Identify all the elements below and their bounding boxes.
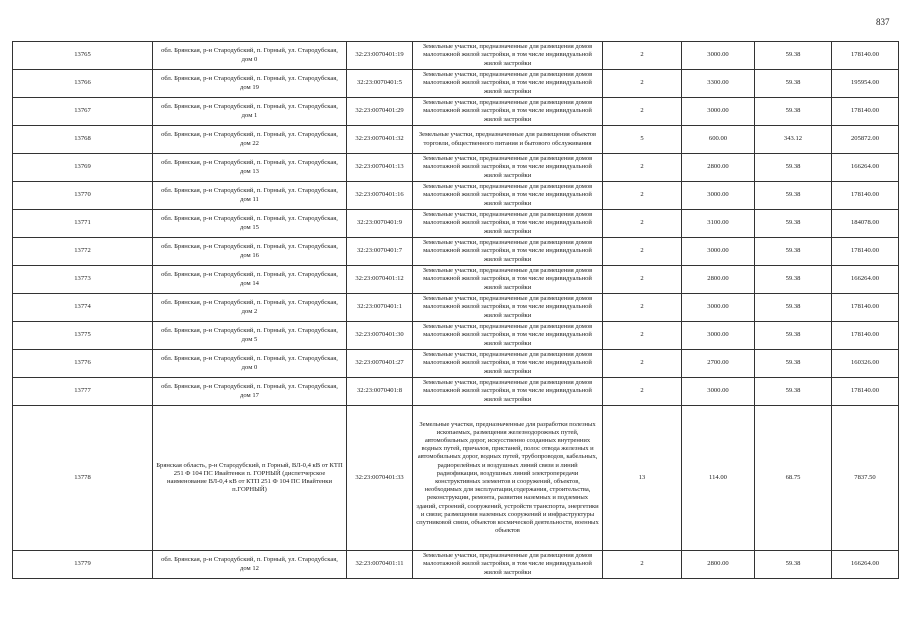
cadastral-number-cell: 32:23:0070401:11 [347, 551, 413, 579]
registry-body [13, 42, 899, 579]
cadastral-value-cell: 178140.00 [832, 42, 899, 70]
use-group-cell: 5 [603, 126, 682, 154]
table-row [13, 378, 899, 406]
use-group-cell: 2 [603, 378, 682, 406]
row-number-cell: 13774 [13, 294, 153, 322]
land-use-purpose-cell: Земельные участки, предназначенные для размещения домов малоэтажной жилой застройки, в том числе индивидуальной жилой застройки [413, 210, 603, 238]
address-cell: обл. Брянская, р-н Стародубский, п. Горный, ул. Стародубская, дом 0 [153, 350, 347, 378]
specific-value-cell: 59.38 [755, 322, 832, 350]
table-row [13, 350, 899, 378]
land-use-purpose-cell: Земельные участки, предназначенные для размещения домов малоэтажной жилой застройки, в том числе индивидуальной жилой застройки [413, 98, 603, 126]
cadastral-number-cell: 32:23:0070401:27 [347, 350, 413, 378]
cadastral-value-cell: 166264.00 [832, 551, 899, 579]
cadastral-value-cell: 178140.00 [832, 238, 899, 266]
specific-value-cell: 68.75 [755, 406, 832, 551]
address-cell: обл. Брянская, р-н Стародубский, п. Горный, ул. Стародубская, дом 0 [153, 42, 347, 70]
land-use-purpose-cell: Земельные участки, предназначенные для размещения домов малоэтажной жилой застройки, в том числе индивидуальной жилой застройки [413, 378, 603, 406]
use-group-cell: 2 [603, 210, 682, 238]
specific-value-cell: 59.38 [755, 551, 832, 579]
specific-value-cell: 59.38 [755, 294, 832, 322]
table-row [13, 42, 899, 70]
cadastral-number-cell: 32:23:0070401:9 [347, 210, 413, 238]
cadastral-number-cell: 32:23:0070401:7 [347, 238, 413, 266]
row-number-cell: 13777 [13, 378, 153, 406]
specific-value-cell: 59.38 [755, 210, 832, 238]
cadastral-value-cell: 178140.00 [832, 378, 899, 406]
land-use-purpose-cell: Земельные участки, предназначенные для размещения домов малоэтажной жилой застройки, в том числе индивидуальной жилой застройки [413, 322, 603, 350]
specific-value-cell: 59.38 [755, 378, 832, 406]
address-cell: обл. Брянская, р-н Стародубский, п. Горный, ул. Стародубская, дом 17 [153, 378, 347, 406]
table-row [13, 551, 899, 579]
address-cell: обл. Брянская, р-н Стародубский, п. Горный, ул. Стародубская, дом 2 [153, 294, 347, 322]
land-use-purpose-cell: Земельные участки, предназначенные для разработки полезных ископаемых, размещения железнодорожных путей, автомобильных дорог, искусственно созданных внутренних водных путей, причалов, пристаней, полос отвода железных и автомобильных дорог, водных путей, трубопроводов, кабельных, радиорелейных и воздушных линий связи и линий радиофикации, воздушных линий электропередачи конструктивных элементов и сооружений, объектов, необходимых для эксплуатации,содержания, строительства, реконструкции, ремонта, развития наземных и подземных зданий, строений, сооружений, устройств транспорта, энергетики и связи; размещения наземных сооружений и инфраструктуры спутниковой связи, объектов космической деятельности, военных объектов [413, 406, 603, 551]
area-cell: 2800.00 [682, 154, 755, 182]
table-row [13, 238, 899, 266]
cadastral-number-cell: 32:23:0070401:29 [347, 98, 413, 126]
address-cell: обл. Брянская, р-н Стародубский, п. Горный, ул. Стародубская, дом 5 [153, 322, 347, 350]
row-number-cell: 13768 [13, 126, 153, 154]
address-cell: обл. Брянская, р-н Стародубский, п. Горный, ул. Стародубская, дом 16 [153, 238, 347, 266]
specific-value-cell: 59.38 [755, 98, 832, 126]
row-number-cell: 13779 [13, 551, 153, 579]
table-row [13, 70, 899, 98]
land-use-purpose-cell: Земельные участки, предназначенные для размещения домов малоэтажной жилой застройки, в том числе индивидуальной жилой застройки [413, 551, 603, 579]
table-row [13, 126, 899, 154]
specific-value-cell: 59.38 [755, 182, 832, 210]
row-number-cell: 13766 [13, 70, 153, 98]
row-number-cell: 13771 [13, 210, 153, 238]
area-cell: 2700.00 [682, 350, 755, 378]
cadastral-value-cell: 7837.50 [832, 406, 899, 551]
table-row [13, 182, 899, 210]
cadastral-number-cell: 32:23:0070401:5 [347, 70, 413, 98]
row-number-cell: 13765 [13, 42, 153, 70]
land-use-purpose-cell: Земельные участки, предназначенные для размещения домов малоэтажной жилой застройки, в том числе индивидуальной жилой застройки [413, 294, 603, 322]
land-use-purpose-cell: Земельные участки, предназначенные для размещения домов малоэтажной жилой застройки, в том числе индивидуальной жилой застройки [413, 182, 603, 210]
cadastral-number-cell: 32:23:0070401:12 [347, 266, 413, 294]
use-group-cell: 2 [603, 182, 682, 210]
address-cell: Брянская область, р-н Стародубский, п Горный, ВЛ-0,4 кВ от КТП 251 Ф 104 ПС Ивайтенки п. ГОРНЫЙ (диспетчерское наименование ВЛ-0,4 кВ от КТП 251 Ф 104 ПС Ивайтенки п.ГОРНЫЙ) [153, 406, 347, 551]
row-number-cell: 13778 [13, 406, 153, 551]
specific-value-cell: 59.38 [755, 350, 832, 378]
table-row [13, 266, 899, 294]
specific-value-cell: 59.38 [755, 238, 832, 266]
use-group-cell: 2 [603, 350, 682, 378]
land-use-purpose-cell: Земельные участки, предназначенные для размещения домов малоэтажной жилой застройки, в том числе индивидуальной жилой застройки [413, 42, 603, 70]
land-use-purpose-cell: Земельные участки, предназначенные для размещения домов малоэтажной жилой застройки, в том числе индивидуальной жилой застройки [413, 238, 603, 266]
specific-value-cell: 59.38 [755, 70, 832, 98]
row-number-cell: 13770 [13, 182, 153, 210]
cadastral-number-cell: 32:23:0070401:13 [347, 154, 413, 182]
area-cell: 3100.00 [682, 210, 755, 238]
use-group-cell: 2 [603, 294, 682, 322]
land-use-purpose-cell: Земельные участки, предназначенные для размещения домов малоэтажной жилой застройки, в том числе индивидуальной жилой застройки [413, 154, 603, 182]
address-cell: обл. Брянская, р-н Стародубский, п. Горный, ул. Стародубская, дом 14 [153, 266, 347, 294]
row-number-cell: 13767 [13, 98, 153, 126]
use-group-cell: 2 [603, 98, 682, 126]
area-cell: 2800.00 [682, 266, 755, 294]
use-group-cell: 2 [603, 70, 682, 98]
cadastral-registry-table [12, 41, 899, 579]
cadastral-number-cell: 32:23:0070401:16 [347, 182, 413, 210]
land-use-purpose-cell: Земельные участки, предназначенные для размещения домов малоэтажной жилой застройки, в том числе индивидуальной жилой застройки [413, 70, 603, 98]
use-group-cell: 13 [603, 406, 682, 551]
cadastral-number-cell: 32:23:0070401:33 [347, 406, 413, 551]
cadastral-number-cell: 32:23:0070401:19 [347, 42, 413, 70]
area-cell: 3000.00 [682, 322, 755, 350]
cadastral-number-cell: 32:23:0070401:1 [347, 294, 413, 322]
table-row [13, 406, 899, 551]
address-cell: обл. Брянская, р-н Стародубский, п. Горный, ул. Стародубская, дом 19 [153, 70, 347, 98]
cadastral-value-cell: 205872.00 [832, 126, 899, 154]
cadastral-value-cell: 178140.00 [832, 182, 899, 210]
area-cell: 2800.00 [682, 551, 755, 579]
address-cell: обл. Брянская, р-н Стародубский, п. Горный, ул. Стародубская, дом 15 [153, 210, 347, 238]
specific-value-cell: 59.38 [755, 42, 832, 70]
table-row [13, 294, 899, 322]
area-cell: 3000.00 [682, 98, 755, 126]
area-cell: 3000.00 [682, 238, 755, 266]
cadastral-value-cell: 195954.00 [832, 70, 899, 98]
area-cell: 3000.00 [682, 182, 755, 210]
area-cell: 3000.00 [682, 378, 755, 406]
cadastral-number-cell: 32:23:0070401:30 [347, 322, 413, 350]
use-group-cell: 2 [603, 154, 682, 182]
land-use-purpose-cell: Земельные участки, предназначенные для размещения домов малоэтажной жилой застройки, в том числе индивидуальной жилой застройки [413, 350, 603, 378]
use-group-cell: 2 [603, 238, 682, 266]
table-row [13, 98, 899, 126]
row-number-cell: 13775 [13, 322, 153, 350]
page-number: 837 [876, 17, 890, 27]
area-cell: 3000.00 [682, 294, 755, 322]
area-cell: 600.00 [682, 126, 755, 154]
area-cell: 3300.00 [682, 70, 755, 98]
cadastral-value-cell: 160326.00 [832, 350, 899, 378]
use-group-cell: 2 [603, 266, 682, 294]
table-row [13, 154, 899, 182]
use-group-cell: 2 [603, 322, 682, 350]
address-cell: обл. Брянская, р-н Стародубский, п. Горный, ул. Стародубская, дом 1 [153, 98, 347, 126]
table-row [13, 322, 899, 350]
cadastral-value-cell: 178140.00 [832, 98, 899, 126]
row-number-cell: 13773 [13, 266, 153, 294]
address-cell: обл. Брянская, р-н Стародубский, п. Горный, ул. Стародубская, дом 12 [153, 551, 347, 579]
area-cell: 3000.00 [682, 42, 755, 70]
cadastral-value-cell: 178140.00 [832, 322, 899, 350]
land-use-purpose-cell: Земельные участки, предназначенные для размещения домов малоэтажной жилой застройки, в том числе индивидуальной жилой застройки [413, 266, 603, 294]
cadastral-value-cell: 166264.00 [832, 266, 899, 294]
address-cell: обл. Брянская, р-н Стародубский, п. Горный, ул. Стародубская, дом 13 [153, 154, 347, 182]
specific-value-cell: 343.12 [755, 126, 832, 154]
use-group-cell: 2 [603, 551, 682, 579]
specific-value-cell: 59.38 [755, 266, 832, 294]
address-cell: обл. Брянская, р-н Стародубский, п. Горный, ул. Стародубская, дом 11 [153, 182, 347, 210]
cadastral-value-cell: 166264.00 [832, 154, 899, 182]
specific-value-cell: 59.38 [755, 154, 832, 182]
row-number-cell: 13769 [13, 154, 153, 182]
cadastral-number-cell: 32:23:0070401:32 [347, 126, 413, 154]
cadastral-value-cell: 178140.00 [832, 294, 899, 322]
row-number-cell: 13772 [13, 238, 153, 266]
table-row [13, 210, 899, 238]
cadastral-value-cell: 184078.00 [832, 210, 899, 238]
address-cell: обл. Брянская, р-н Стародубский, п. Горный, ул. Стародубская, дом 22 [153, 126, 347, 154]
use-group-cell: 2 [603, 42, 682, 70]
row-number-cell: 13776 [13, 350, 153, 378]
land-use-purpose-cell: Земельные участки, предназначенные для размещения объектов торговли, общественного питания и бытового обслуживания [413, 126, 603, 154]
area-cell: 114.00 [682, 406, 755, 551]
cadastral-number-cell: 32:23:0070401:8 [347, 378, 413, 406]
